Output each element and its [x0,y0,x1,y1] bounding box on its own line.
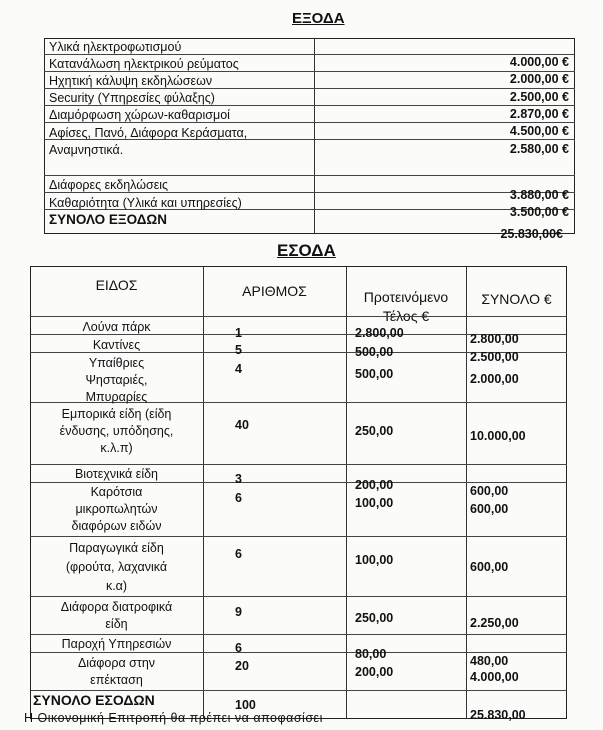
expense-label: Αφίσες, Πανό, Διάφορα Κεράσματα, [49,126,248,140]
income-fee: 250,00 [355,611,394,625]
expense-value: 2.000,00 € [509,72,569,86]
income-total: 2.800,00 [470,332,519,346]
income-fee: 500,00 [355,345,394,359]
expense-value: 2.870,00 € [509,107,569,121]
income-type: μικροπωλητών [75,502,158,516]
income-number: 5 [235,343,242,357]
income-number: 6 [235,547,242,561]
income-type: επέκταση [90,673,143,687]
income-type: Εμπορικά είδη (είδη [61,407,172,421]
expenses-table [44,38,575,241]
income-fee: 500,00 [355,367,394,381]
row-divider [44,54,575,55]
income-fee: 250,00 [355,424,394,438]
row-divider [44,105,575,106]
income-total: 4.000,00 [470,670,519,684]
row-divider [44,88,575,89]
expenses-column-divider [314,38,315,234]
income-total: 2.000,00 [470,372,519,386]
income-type: Παροχή Υπηρεσιών [61,637,172,651]
row-divider [44,71,575,72]
income-total-number: 100 [235,698,256,712]
income-title: ΕΣΟΔΑ [277,241,336,260]
income-total: 600,00 [470,502,509,516]
income-total: 480,00 [470,654,509,668]
header-total: ΣΥΝΟΛΟ € [481,291,552,307]
row-divider [30,316,567,317]
income-fee: 200,00 [355,665,394,679]
header-fee-line1: Προτεινόμενο [363,289,449,305]
income-type: Διάφορα στην [77,656,156,670]
income-total: 2.500,00 [470,350,519,364]
income-number: 9 [235,605,242,619]
row-divider [30,634,567,635]
income-type: Ψησταριές, [85,373,148,387]
expense-label: Ηχητική κάλυψη εκδηλώσεων [49,74,213,88]
expenses-total-value: 25.830,00€ [500,227,563,241]
income-type: (φρούτα, λαχανικά [65,560,168,574]
income-fee: 2.800,00 [355,326,404,340]
income-type: Λούνα πάρκ [82,320,151,334]
income-total: 2.250,00 [470,616,519,630]
header-number: ΑΡΙΘΜΟΣ [242,283,307,299]
footer-text: Η Οικονομική Επιτροπή θα πρέπει να αποφασίσει [24,711,323,725]
row-divider [30,482,567,483]
income-total-label: ΣΥΝΟΛΟ ΕΣΟΔΩΝ [33,692,155,708]
income-number: 4 [235,362,242,376]
expense-label: Υλικά ηλεκτροφωτισμού [49,40,182,54]
expense-label: Security (Υπηρεσίες φύλαξης) [49,91,215,105]
expense-value: 2.580,00 € [509,142,569,156]
header-fee-line2: Τέλος € [382,308,430,324]
income-number: 6 [235,491,242,505]
income-type: Μπυραρίες [85,390,148,404]
expenses-title: ΕΞΟΔΑ [292,10,345,27]
expense-label: Αναμνηστικά. [49,143,124,157]
income-grand-total: 25.830,00 [470,708,526,722]
expenses-total-label: ΣΥΝΟΛΟ ΕΞΟΔΩΝ [49,212,167,227]
income-fee: 100,00 [355,553,394,567]
row-divider [30,536,567,537]
income-type: Καντίνες [92,338,141,352]
income-type: Βιοτεχνικά είδη [74,467,159,481]
income-type: Παραγωγικά είδη [69,541,164,555]
expense-value: 3.500,00 € [509,205,569,219]
expense-label: Διαμόρφωση χώρων-καθαρισμοί [49,108,230,122]
income-number: 1 [235,326,242,340]
row-divider [44,122,575,123]
income-number: 20 [235,659,249,673]
income-type: Διάφορα διατροφικά [60,600,173,614]
expense-label: Κατανάλωση ηλεκτρικού ρεύματος [49,57,239,71]
expense-value: 4.000,00 € [509,55,569,69]
row-divider [44,192,575,193]
income-number: 6 [235,641,242,655]
income-fee: 200,00 [355,478,394,492]
income-type: κ.λ.π) [100,441,133,455]
income-total: 600,00 [470,484,509,498]
expense-value: 4.500,00 € [509,124,569,138]
expense-label: Διάφορες εκδηλώσεις [49,178,169,192]
income-fee: 100,00 [355,496,394,510]
income-table [30,266,567,722]
income-type: Καρότσια [90,485,143,499]
income-type: είδη [105,617,128,631]
expense-value: 2.500,00 € [509,90,569,104]
row-divider [30,464,567,465]
expense-label: Καθαριότητα (Υλικά και υπηρεσίες) [49,196,242,210]
expense-value: 3.880,00 € [509,188,569,202]
income-type: κ.α) [105,579,128,593]
income-total: 600,00 [470,560,509,574]
header-type: ΕΙΔΟΣ [95,277,138,293]
row-divider [30,596,567,597]
income-fee: 80,00 [355,647,387,661]
row-divider [44,175,575,176]
income-number: 40 [235,418,249,432]
income-number: 3 [235,472,242,486]
income-type: διαφόρων ειδών [71,519,162,533]
income-total: 10.000,00 [470,429,526,443]
row-divider [30,690,567,691]
income-type: ένδυσης, υπόδησης, [59,424,174,438]
income-type: Υπαίθριες [88,356,145,370]
row-divider [30,652,567,653]
